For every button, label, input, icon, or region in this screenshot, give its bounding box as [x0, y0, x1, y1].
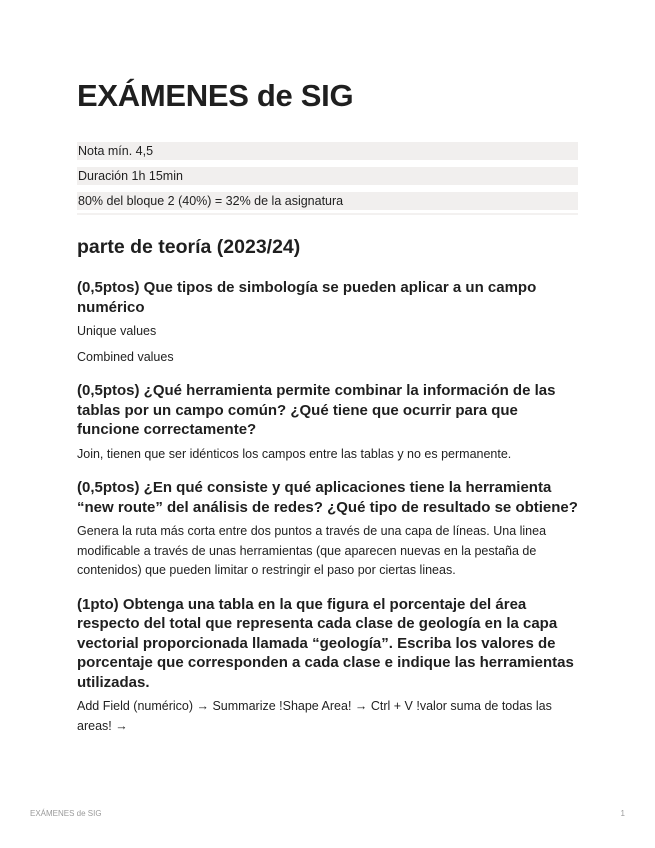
- page-title: EXÁMENES de SIG: [77, 78, 354, 113]
- answer-text: Unique values: [77, 324, 157, 338]
- question-heading: (0,5ptos) ¿Qué herramienta permite combinar la información de las tablas por un campo común? ¿Qué tiene que ocurrir para que funcione correctamente?: [77, 382, 556, 438]
- divider: [77, 213, 578, 215]
- properties-list: [77, 142, 578, 215]
- section-heading: parte de teoría (2023/24): [77, 236, 301, 258]
- answer-text: Join, tienen que ser idénticos los campos entre las tablas y no es permanente.: [77, 446, 512, 461]
- property-duration: Duración 1h 15min: [77, 167, 578, 185]
- property-min-grade: Nota mín. 4,5: [77, 142, 578, 160]
- answer-text: Add Field (numérico) → Summarize !Shape Area! → Ctrl + V !valor suma de todas las areas! →: [77, 699, 552, 733]
- question-heading: (0,5ptos) ¿En qué consiste y qué aplicaciones tiene la herramienta “new route” del análisis de redes? ¿Qué tipo de resultado se obtiene?: [77, 479, 578, 516]
- question-heading: (1pto) Obtenga una tabla en la que figura el porcentaje del área respecto del total que representa cada clase de geología en la capa vectorial proporcionada llamada “geología”. Escriba los valores de porcentaje que corresponden a cada clase e indique las herramientas utilizadas.: [77, 595, 574, 691]
- page-number: 1: [620, 809, 625, 818]
- answer-text: Genera la ruta más corta entre dos puntos a través de una capa de líneas. Una linea modificable a través de unas herramientas (que aparecen nuevas en la pestaña de contenidos) que pueden limitar o restringir el paso por ciertas lineas.: [77, 524, 547, 577]
- question-heading: (0,5ptos) Que tipos de simbología se pueden aplicar a un campo numérico: [77, 279, 537, 316]
- property-weight: 80% del bloque 2 (40%) = 32% de la asignatura: [77, 192, 578, 210]
- questions-list: [77, 278, 578, 742]
- answer-text: Combined values: [77, 349, 174, 364]
- footer-title: EXÁMENES de SIG: [30, 809, 102, 818]
